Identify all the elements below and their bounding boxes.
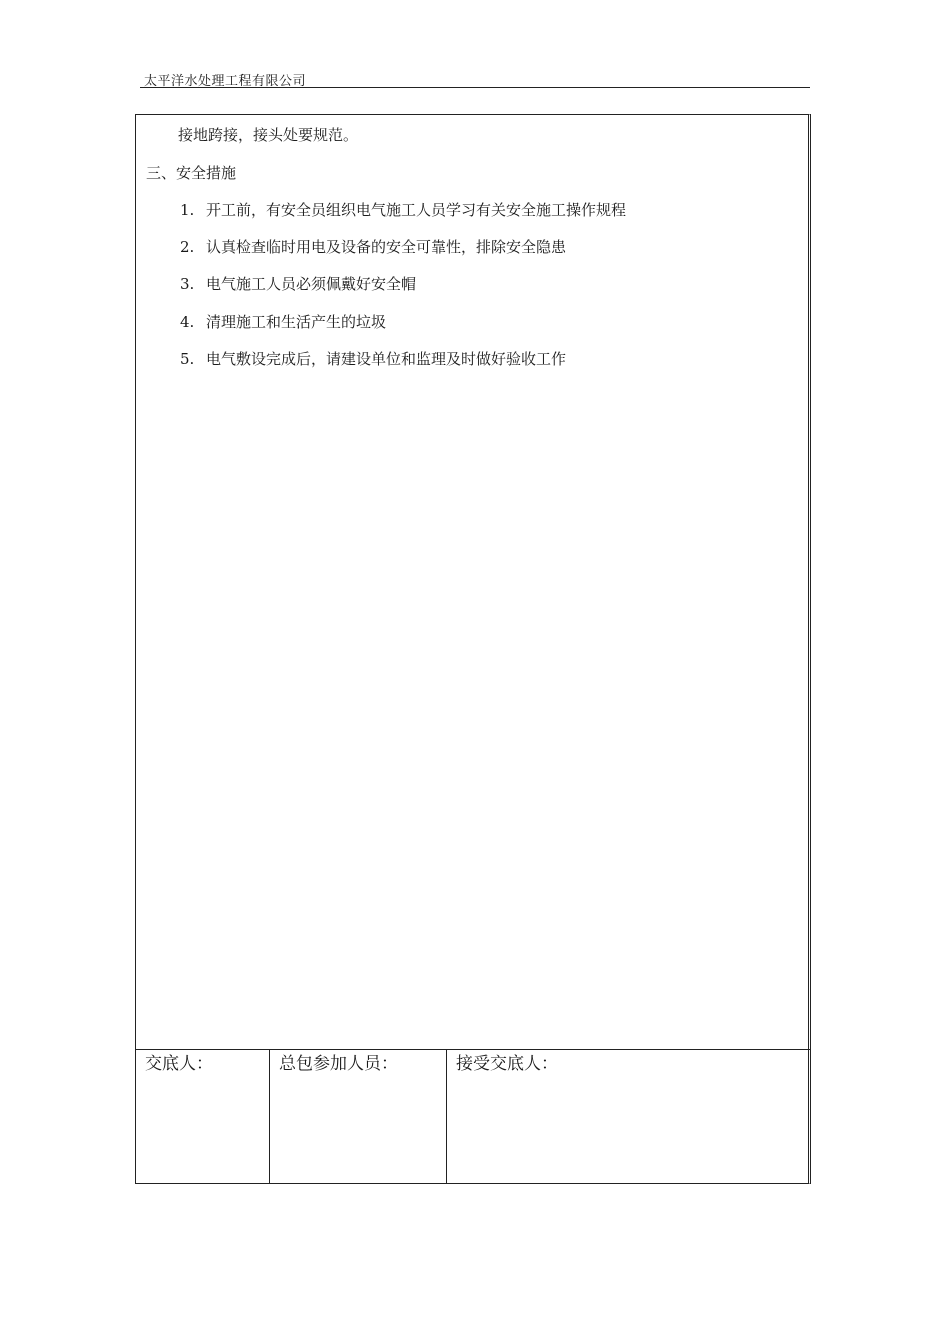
list-item-number: 4.	[180, 313, 195, 331]
receiver-cell	[447, 1050, 808, 1183]
list-item-number: 2.	[180, 238, 195, 256]
list-item-number: 3.	[180, 275, 195, 293]
signature-row	[135, 1049, 811, 1184]
list-item-text: 清理施工和生活产生的垃圾	[206, 313, 387, 331]
list-item	[180, 274, 416, 294]
list-item	[180, 312, 386, 332]
list-item-number: 1.	[180, 201, 195, 219]
section-title: 三、安全措施	[146, 164, 237, 182]
company-header: 太平洋水处理工程有限公司	[144, 74, 307, 89]
discloser-label: 交底人：	[145, 1054, 213, 1074]
content-box	[135, 114, 811, 1050]
general-contractor-cell	[270, 1050, 447, 1183]
list-item	[180, 349, 566, 369]
list-item-text: 电气敷设完成后，请建设单位和监理及时做好验收工作	[206, 350, 567, 368]
list-item-text: 开工前，有安全员组织电气施工人员学习有关安全施工操作规程	[206, 201, 627, 219]
list-item	[180, 200, 626, 220]
list-item-text: 电气施工人员必须佩戴好安全帽	[206, 275, 417, 293]
continuation-text: 接地跨接，接头处要规范。	[178, 126, 359, 144]
receiver-label: 接受交底人：	[456, 1054, 558, 1074]
general-contractor-label: 总包参加人员：	[279, 1054, 398, 1074]
discloser-cell	[136, 1050, 270, 1183]
list-item	[180, 237, 566, 257]
list-item-text: 认真检查临时用电及设备的安全可靠性，排除安全隐患	[206, 238, 567, 256]
list-item-number: 5.	[180, 350, 195, 368]
header-rule	[140, 87, 810, 88]
